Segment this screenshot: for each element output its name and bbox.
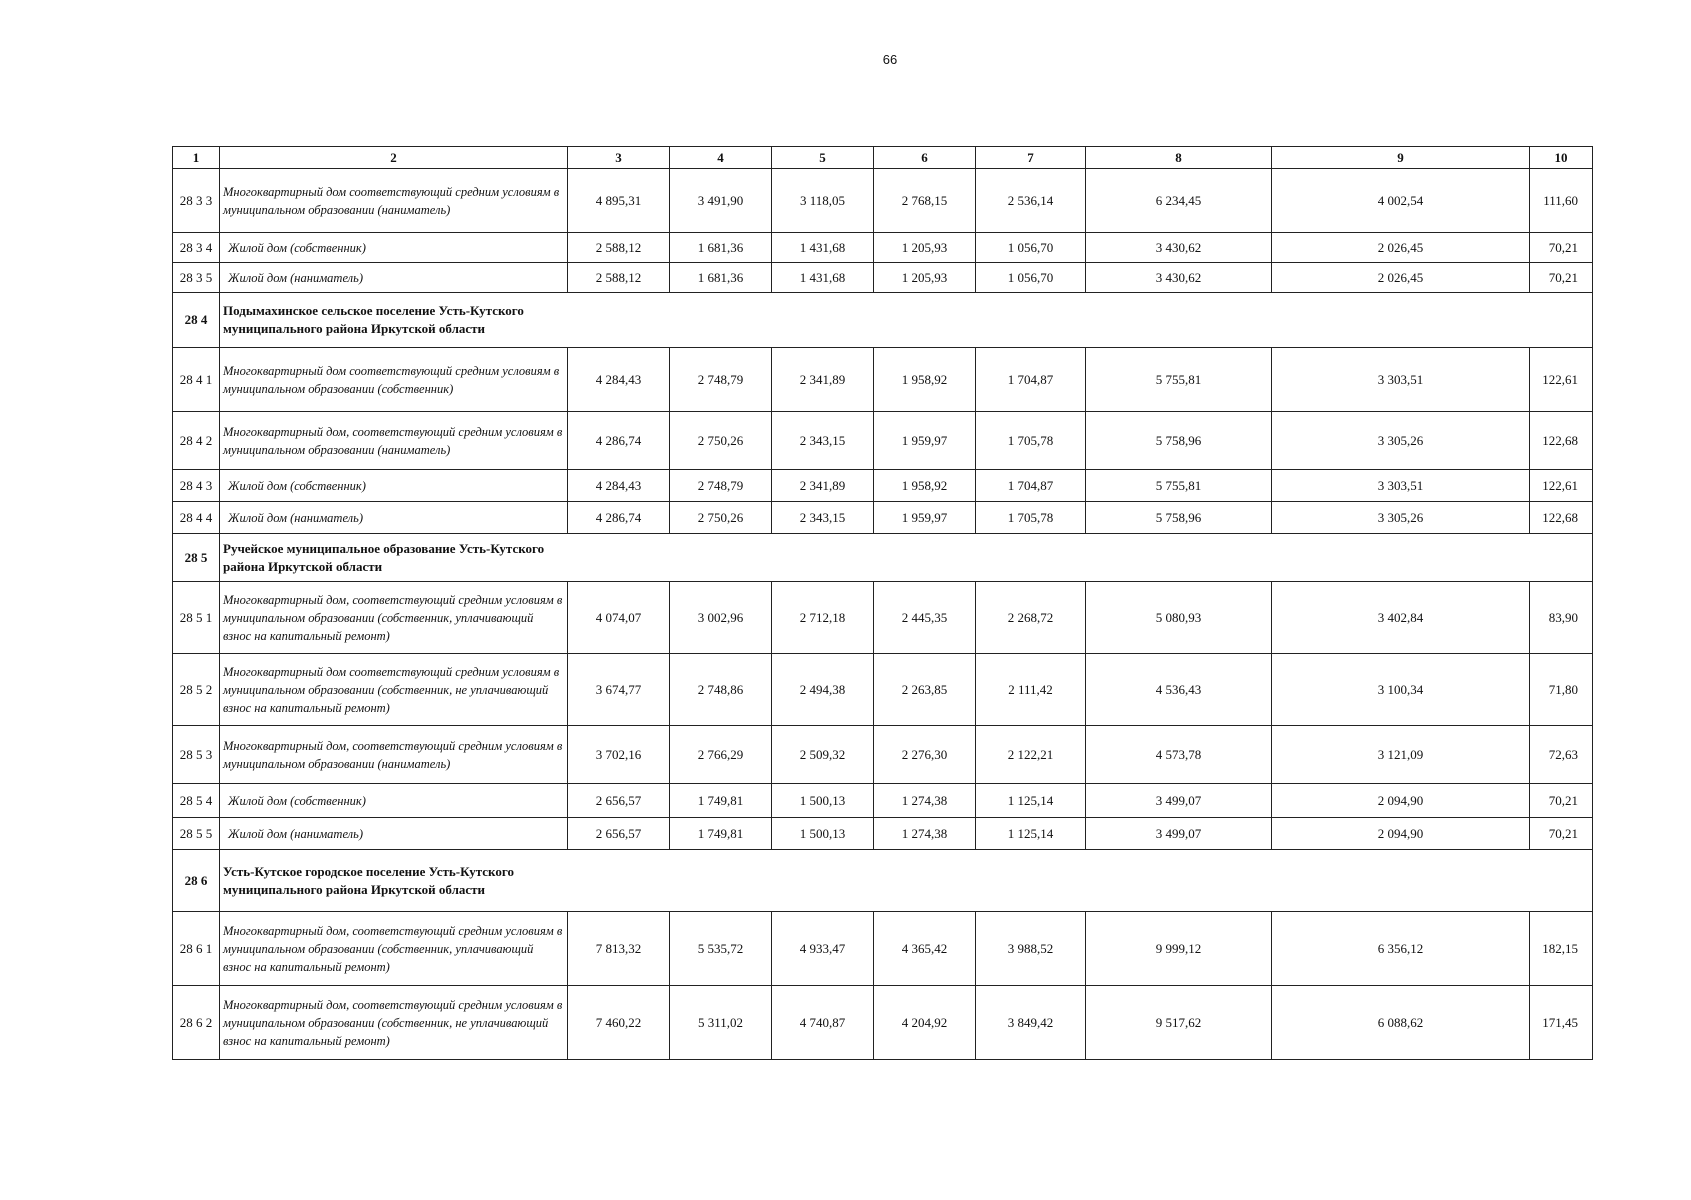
value-cell: 3 674,77: [568, 654, 670, 726]
value-cell: 2 509,32: [772, 726, 874, 784]
value-cell: 71,80: [1530, 654, 1593, 726]
value-cell: 1 205,93: [874, 263, 976, 293]
value-cell: 83,90: [1530, 582, 1593, 654]
value-cell: 1 959,97: [874, 412, 976, 470]
table-row: [173, 502, 1593, 534]
value-cell: 3 849,42: [976, 986, 1086, 1060]
value-cell: 182,15: [1530, 912, 1593, 986]
value-cell: 2 768,15: [874, 169, 976, 233]
value-cell: 2 588,12: [568, 263, 670, 293]
row-name: Многоквартирный дом соответствующий средним условиям в муниципальном образовании (наниматель): [220, 169, 568, 233]
row-name: Жилой дом (собственник): [220, 470, 568, 502]
value-cell: 3 430,62: [1086, 233, 1272, 263]
value-cell: 3 002,96: [670, 582, 772, 654]
row-code: 28 6 2: [173, 986, 220, 1060]
value-cell: 72,63: [1530, 726, 1593, 784]
value-cell: 2 343,15: [772, 502, 874, 534]
row-code: 28 5 1: [173, 582, 220, 654]
value-cell: 1 959,97: [874, 502, 976, 534]
section-name: Усть-Кутское городское поселение Усть-Кутского муниципального района Иркутской области: [223, 863, 514, 897]
section-row: [173, 850, 1593, 912]
row-name: Многоквартирный дом, соответствующий средним условиям в муниципальном образовании (собственник, уплачивающий взнос на капитальный ремонт): [220, 582, 568, 654]
table-row: [173, 818, 1593, 850]
value-cell: 2 750,26: [670, 412, 772, 470]
tariff-table: [172, 146, 1593, 1060]
value-cell: 5 080,93: [1086, 582, 1272, 654]
value-cell: 1 274,38: [874, 818, 976, 850]
header-cell: 9: [1272, 147, 1530, 169]
value-cell: 4 074,07: [568, 582, 670, 654]
header-row: [173, 147, 1593, 169]
value-cell: 6 234,45: [1086, 169, 1272, 233]
value-cell: 6 088,62: [1272, 986, 1530, 1060]
value-cell: 2 748,79: [670, 470, 772, 502]
value-cell: 1 125,14: [976, 818, 1086, 850]
row-name: Многоквартирный дом, соответствующий средним условиям в муниципальном образовании (наниматель): [220, 412, 568, 470]
value-cell: 1 205,93: [874, 233, 976, 263]
value-cell: 2 656,57: [568, 784, 670, 818]
row-name: Жилой дом (наниматель): [220, 263, 568, 293]
value-cell: 1 274,38: [874, 784, 976, 818]
value-cell: 2 263,85: [874, 654, 976, 726]
table-row: [173, 470, 1593, 502]
value-cell: 3 305,26: [1272, 412, 1530, 470]
value-cell: 1 958,92: [874, 470, 976, 502]
row-code: 28 4 4: [173, 502, 220, 534]
value-cell: 3 100,34: [1272, 654, 1530, 726]
value-cell: 4 002,54: [1272, 169, 1530, 233]
section-name-cell: [220, 534, 1593, 582]
table-row: [173, 263, 1593, 293]
row-code: 28 3 3: [173, 169, 220, 233]
header-cell: 1: [173, 147, 220, 169]
header-cell: 10: [1530, 147, 1593, 169]
value-cell: 2 748,79: [670, 348, 772, 412]
value-cell: 2 712,18: [772, 582, 874, 654]
header-cell: 8: [1086, 147, 1272, 169]
value-cell: 7 460,22: [568, 986, 670, 1060]
row-code: 28 6 1: [173, 912, 220, 986]
header-cell: 4: [670, 147, 772, 169]
header-cell: 2: [220, 147, 568, 169]
table-row: [173, 348, 1593, 412]
value-cell: 1 500,13: [772, 784, 874, 818]
value-cell: 1 704,87: [976, 348, 1086, 412]
value-cell: 4 286,74: [568, 502, 670, 534]
row-code: 28 5 3: [173, 726, 220, 784]
value-cell: 3 430,62: [1086, 263, 1272, 293]
section-name-cell: [220, 293, 1593, 348]
row-code: 28 5: [173, 534, 220, 582]
value-cell: 4 895,31: [568, 169, 670, 233]
value-cell: 1 681,36: [670, 263, 772, 293]
table-row: [173, 233, 1593, 263]
value-cell: 2 656,57: [568, 818, 670, 850]
row-name: Многоквартирный дом, соответствующий средним условиям в муниципальном образовании (собственник, уплачивающий взнос на капитальный ремонт): [220, 912, 568, 986]
row-name: Многоквартирный дом, соответствующий средним условиям в муниципальном образовании (собственник, не уплачивающий взнос на капитальный ремонт): [220, 986, 568, 1060]
value-cell: 2 341,89: [772, 348, 874, 412]
header-cell: 7: [976, 147, 1086, 169]
value-cell: 1 749,81: [670, 784, 772, 818]
value-cell: 4 740,87: [772, 986, 874, 1060]
table-row: [173, 654, 1593, 726]
table-row: [173, 582, 1593, 654]
section-row: [173, 293, 1593, 348]
row-code: 28 4: [173, 293, 220, 348]
value-cell: 4 933,47: [772, 912, 874, 986]
value-cell: 2 766,29: [670, 726, 772, 784]
row-code: 28 5 4: [173, 784, 220, 818]
value-cell: 4 573,78: [1086, 726, 1272, 784]
value-cell: 4 204,92: [874, 986, 976, 1060]
value-cell: 1 056,70: [976, 263, 1086, 293]
value-cell: 2 494,38: [772, 654, 874, 726]
row-code: 28 3 5: [173, 263, 220, 293]
row-code: 28 5 2: [173, 654, 220, 726]
value-cell: 2 343,15: [772, 412, 874, 470]
row-name: Многоквартирный дом соответствующий средним условиям в муниципальном образовании (собственник): [220, 348, 568, 412]
value-cell: 5 758,96: [1086, 502, 1272, 534]
value-cell: 2 111,42: [976, 654, 1086, 726]
value-cell: 2 276,30: [874, 726, 976, 784]
value-cell: 1 704,87: [976, 470, 1086, 502]
table-row: [173, 912, 1593, 986]
value-cell: 1 125,14: [976, 784, 1086, 818]
row-code: 28 4 2: [173, 412, 220, 470]
value-cell: 3 402,84: [1272, 582, 1530, 654]
row-name: Жилой дом (собственник): [220, 784, 568, 818]
value-cell: 2 536,14: [976, 169, 1086, 233]
section-name: Подымахинское сельское поселение Усть-Кутского муниципального района Иркутской области: [223, 303, 524, 336]
section-name: Ручейское муниципальное образование Усть-Кутского района Иркутской области: [223, 540, 545, 574]
row-code: 28 3 4: [173, 233, 220, 263]
value-cell: 4 284,43: [568, 470, 670, 502]
value-cell: 2 588,12: [568, 233, 670, 263]
value-cell: 1 431,68: [772, 263, 874, 293]
section-row: [173, 534, 1593, 582]
value-cell: 70,21: [1530, 784, 1593, 818]
row-name: Жилой дом (собственник): [220, 233, 568, 263]
value-cell: 70,21: [1530, 263, 1593, 293]
value-cell: 3 499,07: [1086, 818, 1272, 850]
value-cell: 122,61: [1530, 470, 1593, 502]
value-cell: 1 431,68: [772, 233, 874, 263]
value-cell: 3 118,05: [772, 169, 874, 233]
value-cell: 3 303,51: [1272, 470, 1530, 502]
value-cell: 2 094,90: [1272, 784, 1530, 818]
value-cell: 2 094,90: [1272, 818, 1530, 850]
row-code: 28 5 5: [173, 818, 220, 850]
value-cell: 5 311,02: [670, 986, 772, 1060]
value-cell: 5 535,72: [670, 912, 772, 986]
value-cell: 122,68: [1530, 502, 1593, 534]
row-name: Жилой дом (наниматель): [220, 818, 568, 850]
header-cell: 6: [874, 147, 976, 169]
row-code: 28 4 1: [173, 348, 220, 412]
value-cell: 9 999,12: [1086, 912, 1272, 986]
value-cell: 2 122,21: [976, 726, 1086, 784]
value-cell: 111,60: [1530, 169, 1593, 233]
value-cell: 4 365,42: [874, 912, 976, 986]
value-cell: 4 284,43: [568, 348, 670, 412]
value-cell: 5 758,96: [1086, 412, 1272, 470]
value-cell: 3 303,51: [1272, 348, 1530, 412]
row-code: 28 6: [173, 850, 220, 912]
value-cell: 3 702,16: [568, 726, 670, 784]
value-cell: 7 813,32: [568, 912, 670, 986]
value-cell: 1 749,81: [670, 818, 772, 850]
value-cell: 3 988,52: [976, 912, 1086, 986]
value-cell: 3 499,07: [1086, 784, 1272, 818]
value-cell: 9 517,62: [1086, 986, 1272, 1060]
table-row: [173, 169, 1593, 233]
value-cell: 2 268,72: [976, 582, 1086, 654]
row-name: Многоквартирный дом соответствующий средним условиям в муниципальном образовании (собственник, не уплачивающий взнос на капитальный ремонт): [220, 654, 568, 726]
section-name-cell: [220, 850, 1593, 912]
table-row: [173, 412, 1593, 470]
value-cell: 70,21: [1530, 233, 1593, 263]
value-cell: 3 305,26: [1272, 502, 1530, 534]
row-name: Многоквартирный дом, соответствующий средним условиям в муниципальном образовании (наниматель): [220, 726, 568, 784]
value-cell: 1 056,70: [976, 233, 1086, 263]
value-cell: 5 755,81: [1086, 348, 1272, 412]
page-number: 66: [882, 52, 898, 67]
value-cell: 2 341,89: [772, 470, 874, 502]
value-cell: 1 681,36: [670, 233, 772, 263]
value-cell: 4 286,74: [568, 412, 670, 470]
header-cell: 3: [568, 147, 670, 169]
value-cell: 2 026,45: [1272, 263, 1530, 293]
header-cell: 5: [772, 147, 874, 169]
value-cell: 2 748,86: [670, 654, 772, 726]
value-cell: 2 445,35: [874, 582, 976, 654]
table-row: [173, 784, 1593, 818]
value-cell: 122,61: [1530, 348, 1593, 412]
value-cell: 5 755,81: [1086, 470, 1272, 502]
value-cell: 3 121,09: [1272, 726, 1530, 784]
row-name: Жилой дом (наниматель): [220, 502, 568, 534]
row-code: 28 4 3: [173, 470, 220, 502]
value-cell: 2 750,26: [670, 502, 772, 534]
value-cell: 122,68: [1530, 412, 1593, 470]
table-row: [173, 726, 1593, 784]
value-cell: 3 491,90: [670, 169, 772, 233]
value-cell: 171,45: [1530, 986, 1593, 1060]
value-cell: 70,21: [1530, 818, 1593, 850]
value-cell: 4 536,43: [1086, 654, 1272, 726]
value-cell: 1 705,78: [976, 502, 1086, 534]
value-cell: 1 500,13: [772, 818, 874, 850]
value-cell: 1 705,78: [976, 412, 1086, 470]
table-row: [173, 986, 1593, 1060]
value-cell: 2 026,45: [1272, 233, 1530, 263]
value-cell: 1 958,92: [874, 348, 976, 412]
value-cell: 6 356,12: [1272, 912, 1530, 986]
